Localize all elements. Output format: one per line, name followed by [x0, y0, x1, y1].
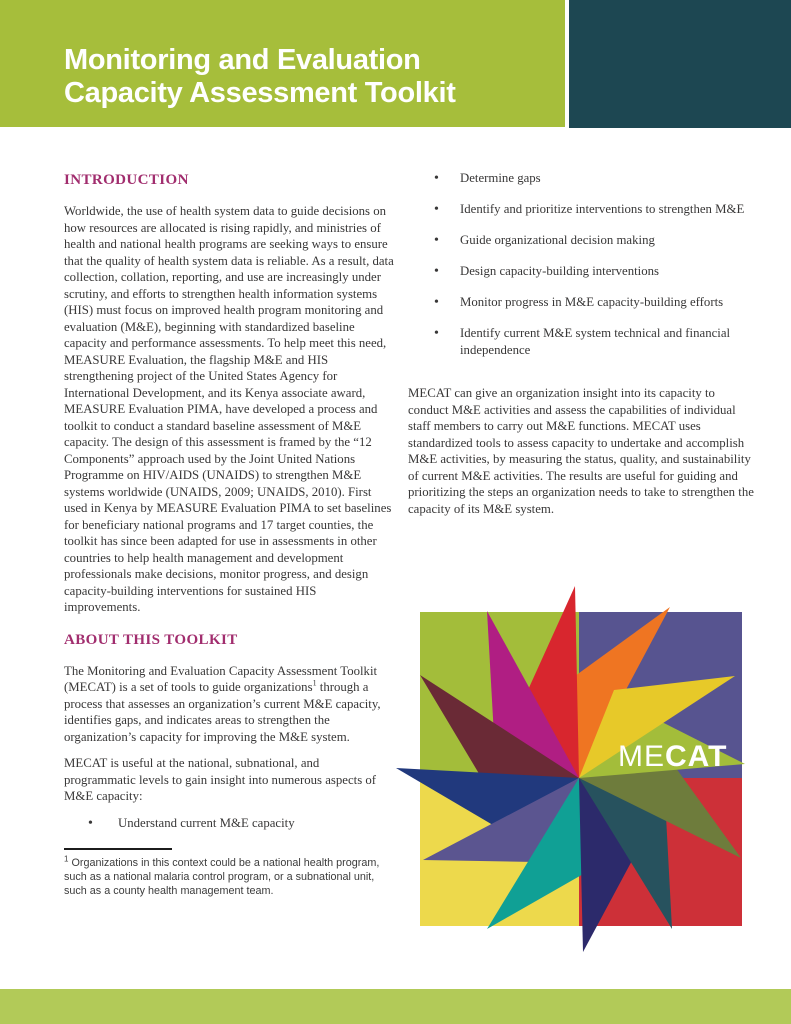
left-bullet-list: [64, 815, 394, 832]
pinwheel-svg: [396, 586, 748, 952]
mecat-wordmark: [618, 740, 727, 773]
mecat-wordmark-cat: CAT: [665, 740, 728, 773]
right-column: [408, 170, 758, 517]
mecat-pinwheel-graphic: [396, 586, 748, 952]
list-item: • Determine gaps: [408, 170, 758, 187]
about-paragraph-2: MECAT is useful at the national, subnational, and programmatic levels to gain insight into numerous aspects of M&E capacity:: [64, 756, 377, 803]
mecat-paragraph: MECAT can give an organization insight into its capacity to conduct M&E activities and assess the capabilities of individual staff members to carry out M&E functions. MECAT uses standardized tools to assess capacity to undertake and accomplish M&E activities, by measuring the status, quality, and sustainability of current M&E activities. The results are useful for guiding and prioritizing the steps an organization needs to take to strengthen the capacity of its M&E system.: [408, 386, 754, 516]
footnote-text: [64, 853, 394, 898]
footnote-rule: [64, 848, 172, 850]
about-paragraph-1-text: The Monitoring and Evaluation Capacity Assessment Toolkit (MECAT) is a set of tools to guide organizations: [64, 663, 378, 694]
page-title: [64, 44, 456, 110]
footnote-body: Organizations in this context could be a national health program, such as a national malaria control program, or a subnational unit, such as a county health management team.: [64, 856, 380, 897]
page-title-line1: Monitoring and Evaluation: [64, 44, 421, 76]
footer-band: [0, 989, 791, 1024]
about-paragraph-1-rest: through a process that assesses an organization’s current M&E capacity, identifies gaps, and indicates areas to strengthen the organization’s capacity for improving the M&E system.: [64, 680, 381, 744]
mecat-wordmark-me: ME: [618, 740, 665, 773]
header-teal-block: [569, 0, 791, 128]
footnote-number: 1: [64, 853, 69, 863]
intro-paragraph: Worldwide, the use of health system data to guide decisions on how resources are allocated is rising rapidly, and ministries of health and national health programs are seeking ways to ensure that the quality of health system data is reliable. As a result, data collection, collation, reporting, and use are increasingly under scrutiny, and efforts to strengthen health information systems (HIS) must focus on improved health program monitoring and evaluation (M&E), beginning with standardized baseline capacity and performance assessments. To help meet this need, MEASURE Evaluation, the flagship M&E and HIS strengthening project of the United States Agency for International Development, and its Kenya associate award, MEASURE Evaluation PIMA, have developed a process and toolkit to conduct a standard baseline assessment of M&E capacity. The design of this assessment is framed by the “12 Components” approach used by the Joint United Nations Programme on HIV/AIDS (UNAIDS) to strengthen M&E systems worldwide (UNAIDS, 2009; UNAIDS, 2010). First used in Kenya by MEASURE Evaluation PIMA to set baselines for beneficiary national programs and 17 target counties, the toolkit has since been adapted for use in assessments in other countries to help health management and development professionals make decisions, monitor progress, and design capacity-building interventions for sustained HIS improvements.: [64, 204, 394, 614]
list-item: • Identify and prioritize interventions to strengthen M&E: [408, 201, 758, 218]
list-item: • Design capacity-building interventions: [408, 263, 758, 280]
list-item: • Monitor progress in M&E capacity-building efforts: [408, 294, 758, 311]
about-paragraph-1: [64, 663, 394, 746]
left-column: [64, 172, 394, 898]
intro-heading: INTRODUCTION: [64, 172, 189, 188]
footnote-marker: 1: [312, 678, 317, 688]
right-bullet-list: [408, 170, 758, 359]
list-item: • Understand current M&E capacity: [64, 815, 394, 832]
list-item: • Identify current M&E system technical and financial independence: [408, 325, 758, 359]
page-title-line2: Capacity Assessment Toolkit: [64, 77, 456, 109]
about-heading: ABOUT THIS TOOLKIT: [64, 631, 238, 648]
footnote: [64, 848, 394, 898]
list-item: • Guide organizational decision making: [408, 232, 758, 249]
header-band: [0, 0, 565, 127]
